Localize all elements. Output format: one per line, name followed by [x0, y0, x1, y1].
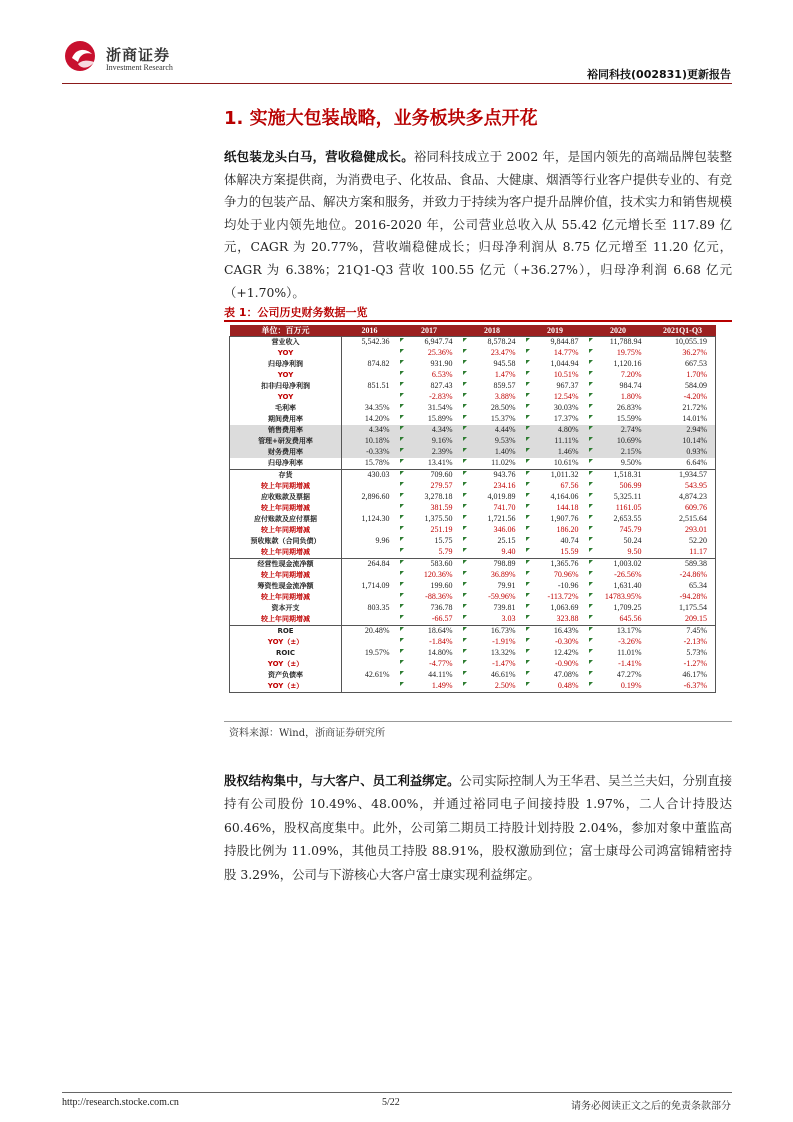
table-cell: -1.27%	[650, 659, 716, 670]
table-cell: 19.57%	[364, 648, 390, 658]
table-cell: 279.57	[398, 481, 461, 492]
table-cell: 36.27%	[650, 348, 716, 359]
row-label: ROIC	[230, 648, 342, 659]
table-cell: 667.53	[650, 359, 716, 370]
table-cell: 745.79	[587, 525, 650, 536]
table-cell: 4.80%	[524, 425, 587, 436]
table-cell: 16.73%	[461, 626, 524, 638]
row-label: YOY（±）	[230, 681, 342, 693]
table-row	[230, 359, 716, 370]
table-cell: 186.20	[524, 525, 587, 536]
table-cell: 1,175.54	[650, 603, 716, 614]
table-cell: 25.36%	[398, 348, 461, 359]
table-cell: 19.75%	[587, 348, 650, 359]
table-row	[230, 536, 716, 547]
row-label: ROE	[230, 626, 342, 638]
financial-data-table	[229, 325, 716, 693]
table-cell: 79.91	[461, 581, 524, 592]
table-cell: 12.54%	[524, 392, 587, 403]
table-cell: 736.78	[398, 603, 461, 614]
table-row	[230, 503, 716, 514]
table-cell: 9,844.87	[524, 337, 587, 349]
table-cell: 827.43	[398, 381, 461, 392]
table-row	[230, 348, 716, 359]
table-cell: 4,019.89	[461, 492, 524, 503]
table-cell: -1.91%	[461, 637, 524, 648]
table-cell: 1,907.76	[524, 514, 587, 525]
table-cell: 11.02%	[461, 458, 524, 470]
table-cell: 1.47%	[461, 370, 524, 381]
table-cell: 1,120.16	[587, 359, 650, 370]
table-cell: 1.80%	[587, 392, 650, 403]
table-cell: 21.72%	[650, 403, 716, 414]
table-body	[230, 337, 716, 693]
table-row	[230, 447, 716, 458]
table-cell	[342, 525, 398, 536]
paragraph-body: 裕同科技成立于 2002 年，是国内领先的高端品牌包装整体解决方案提供商，为消费电子、化妆品、食品、大健康、烟酒等行业客户提供专业的、有竞争力的包装产品、解决方案和服务，并致力于持续为客户提升品牌价值，技术实力和销售规模均处于业内领先地位。2016-2020 年，公司营业总收入从 55.42 亿元增长至 117.89 亿元，CAGR 为 20.77%，营收端稳健成长；归母净利润从 8.75 亿元增至 11.20 亿元，CAGR 为 6.38%；21Q1-Q3 营收 100.55 亿元（+36.27%），归母净利润 6.68 亿元（+1.70%）。	[224, 149, 733, 300]
table-caption: 表 1：公司历史财务数据一览	[224, 306, 368, 319]
row-label: 较上年同期增减	[230, 503, 342, 514]
row-label: 经营性现金流净额	[230, 559, 342, 571]
row-label: 应付账款及应付票据	[230, 514, 342, 525]
table-row	[230, 458, 716, 470]
table-cell: 709.60	[398, 470, 461, 482]
table-cell: 17.37%	[524, 414, 587, 425]
table-cell	[342, 370, 398, 381]
logo-text-en: Investment Research	[106, 63, 173, 72]
table-cell	[342, 503, 398, 514]
table-cell: 11.01%	[587, 648, 650, 659]
table-row	[230, 626, 716, 638]
table-cell: 30.03%	[524, 403, 587, 414]
table-cell: 25.15	[461, 536, 524, 547]
table-cell: 12.42%	[524, 648, 587, 659]
table-row	[230, 381, 716, 392]
caption-divider	[224, 320, 732, 322]
table-cell: 1.49%	[398, 681, 461, 693]
table-row	[230, 592, 716, 603]
table-cell: 645.56	[587, 614, 650, 626]
table-cell: 4,874.23	[650, 492, 716, 503]
row-label: YOY	[230, 392, 342, 403]
row-label: YOY	[230, 348, 342, 359]
table-cell: 1,365.76	[524, 559, 587, 571]
table-row	[230, 670, 716, 681]
table-cell: 13.17%	[587, 626, 650, 638]
table-row	[230, 559, 716, 571]
table-cell: 589.38	[650, 559, 716, 571]
table-cell: 2.74%	[587, 425, 650, 436]
table-cell: -0.90%	[524, 659, 587, 670]
ownership-paragraph	[224, 769, 732, 886]
row-label: 销售费用率	[230, 425, 342, 436]
table-row	[230, 470, 716, 482]
table-cell	[342, 681, 398, 693]
table-cell: 10.14%	[650, 436, 716, 447]
table-cell: -6.37%	[650, 681, 716, 693]
table-cell: 543.95	[650, 481, 716, 492]
table-cell: 209.15	[650, 614, 716, 626]
table-cell: 984.74	[587, 381, 650, 392]
table-cell: 10.51%	[524, 370, 587, 381]
table-cell: 4.34%	[398, 425, 461, 436]
table-cell: 609.76	[650, 503, 716, 514]
table-cell: 293.01	[650, 525, 716, 536]
page-number: 5/22	[382, 1097, 400, 1108]
table-cell: 9.50%	[587, 458, 650, 470]
table-cell: 5.73%	[650, 648, 716, 659]
table-cell: 7.45%	[650, 626, 716, 638]
table-cell: 2,653.55	[587, 514, 650, 525]
table-cell: 23.47%	[461, 348, 524, 359]
source-note: 资料来源：Wind，浙商证券研究所	[229, 728, 386, 739]
section-title: 1. 实施大包装战略，业务板块多点开花	[224, 108, 538, 129]
table-cell: 28.50%	[461, 403, 524, 414]
table-row	[230, 370, 716, 381]
table-cell: 46.17%	[650, 670, 716, 681]
table-cell: 13.32%	[461, 648, 524, 659]
row-label: 毛利率	[230, 403, 342, 414]
table-row	[230, 547, 716, 559]
table-cell: 1161.05	[587, 503, 650, 514]
table-cell: 1,011.32	[524, 470, 587, 482]
table-cell: 50.24	[587, 536, 650, 547]
table-bottom-divider	[224, 721, 732, 722]
table-cell: -1.84%	[398, 637, 461, 648]
table-cell: 47.27%	[587, 670, 650, 681]
row-label: 应收账款及票据	[230, 492, 342, 503]
row-label: 管理+研发费用率	[230, 436, 342, 447]
table-cell: 15.89%	[398, 414, 461, 425]
table-cell: -1.47%	[461, 659, 524, 670]
table-cell: 5,542.36	[342, 337, 398, 349]
logo-text-cn: 浙商证券	[106, 46, 171, 64]
footer-url-link[interactable]: http://research.stocke.com.cn	[62, 1097, 179, 1108]
table-cell: 10,055.19	[650, 337, 716, 349]
table-cell: 8,578.24	[461, 337, 524, 349]
table-cell: 0.48%	[524, 681, 587, 693]
table-cell: -4.20%	[650, 392, 716, 403]
row-label: 较上年同期增减	[230, 525, 342, 536]
table-cell: 381.59	[398, 503, 461, 514]
table-cell: 1,631.40	[587, 581, 650, 592]
table-cell: 0.19%	[587, 681, 650, 693]
table-cell: 234.16	[461, 481, 524, 492]
table-cell: 859.57	[461, 381, 524, 392]
table-cell: 36.89%	[461, 570, 524, 581]
table-row	[230, 681, 716, 693]
table-cell: 851.51	[367, 381, 390, 391]
table-cell	[342, 570, 398, 581]
row-label: 归母净利润	[230, 359, 342, 370]
table-cell: 5.79	[398, 547, 461, 559]
table-cell: 20.48%	[342, 626, 398, 638]
table-cell: 1,709.25	[587, 603, 650, 614]
table-cell: 5,325.11	[587, 492, 650, 503]
table-cell: 346.06	[461, 525, 524, 536]
table-cell: 15.59	[524, 547, 587, 559]
table-row	[230, 648, 716, 659]
table-cell: 6.64%	[650, 458, 716, 470]
row-label: 较上年同期增减	[230, 570, 342, 581]
table-row	[230, 436, 716, 447]
table-cell: 0.93%	[650, 447, 716, 458]
table-cell: 14.77%	[524, 348, 587, 359]
table-cell: 739.81	[461, 603, 524, 614]
table-cell: 3,278.18	[398, 492, 461, 503]
table-cell: 1,375.50	[398, 514, 461, 525]
table-cell: -3.26%	[587, 637, 650, 648]
table-cell: 65.34	[650, 581, 716, 592]
table-cell: 10.18%	[342, 436, 398, 447]
table-cell: 13.41%	[398, 458, 461, 470]
table-cell: -59.96%	[461, 592, 524, 603]
row-label: 资本开支	[230, 603, 342, 614]
table-cell	[342, 392, 398, 403]
table-cell: 967.37	[524, 381, 587, 392]
table-cell: 9.53%	[461, 436, 524, 447]
table-cell: 15.37%	[461, 414, 524, 425]
row-label: 财务费用率	[230, 447, 342, 458]
column-header: 2020	[587, 325, 650, 337]
column-header: 2019	[524, 325, 587, 337]
table-cell: 3.88%	[461, 392, 524, 403]
row-label: 扣非归母净利润	[230, 381, 342, 392]
table-cell: 42.61%	[364, 670, 390, 680]
row-label: 归母净利率	[230, 458, 342, 470]
table-cell: 144.18	[524, 503, 587, 514]
table-cell: 2,896.60	[361, 492, 390, 502]
table-cell: 803.35	[367, 603, 390, 613]
table-row	[230, 637, 716, 648]
intro-paragraph	[224, 146, 732, 304]
table-cell	[342, 348, 398, 359]
table-cell: 1,518.31	[587, 470, 650, 482]
table-cell: 6,947.74	[398, 337, 461, 349]
table-cell: 943.76	[461, 470, 524, 482]
table-cell: -10.96	[524, 581, 587, 592]
table-cell: 506.99	[587, 481, 650, 492]
table-cell: 40.74	[524, 536, 587, 547]
table-cell	[342, 547, 398, 559]
table-cell: 874.82	[367, 359, 390, 369]
table-cell: 1.46%	[524, 447, 587, 458]
row-label: 期间费用率	[230, 414, 342, 425]
table-cell: 70.96%	[524, 570, 587, 581]
table-cell	[342, 592, 398, 603]
table-row	[230, 414, 716, 425]
table-cell: 2,515.64	[650, 514, 716, 525]
table-row	[230, 337, 716, 349]
table-cell: 798.89	[461, 559, 524, 571]
column-header: 2017	[398, 325, 461, 337]
table-row	[230, 581, 716, 592]
report-title: 裕同科技(002831)更新报告	[587, 68, 731, 81]
table-cell: -24.86%	[650, 570, 716, 581]
table-row	[230, 403, 716, 414]
table-cell: 26.83%	[587, 403, 650, 414]
table-cell: 4.34%	[342, 425, 398, 436]
table-cell: 583.60	[398, 559, 461, 571]
column-header: 2018	[461, 325, 524, 337]
table-cell: 14.80%	[398, 648, 461, 659]
table-cell: 16.43%	[524, 626, 587, 638]
table-row	[230, 514, 716, 525]
row-label: 较上年同期增减	[230, 592, 342, 603]
table-cell: 67.56	[524, 481, 587, 492]
table-cell: 1,721.56	[461, 514, 524, 525]
row-label: 较上年同期增减	[230, 547, 342, 559]
table-cell: 2.39%	[398, 447, 461, 458]
paragraph-body: 公司实际控制人为王华君、吴兰兰夫妇，分别直接持有公司股份 10.49%、48.00%，并通过裕同电子间接持股 1.97%，二人合计持股达 60.46%，股权高度集中。此外，公司第二期员工持股计划持股 2.04%，参加对象中董监高持股比例为 11.09%，其他员工持股 88.91%，股权激励到位；富士康母公司鸿富锦精密持股 3.29%，公司与下游核心大客户富士康实现利益绑定。	[224, 773, 733, 882]
table-cell: -113.72%	[524, 592, 587, 603]
paragraph-lead: 纸包装龙头白马，营收稳健成长。	[224, 149, 414, 164]
table-row	[230, 392, 716, 403]
table-cell: 1,124.30	[361, 514, 390, 524]
footer-divider	[62, 1092, 732, 1093]
table-cell: 15.59%	[587, 414, 650, 425]
table-cell: 741.70	[461, 503, 524, 514]
table-cell: 430.03	[342, 470, 398, 482]
table-cell: -88.36%	[398, 592, 461, 603]
row-label: 预收账款（合同负债）	[230, 536, 342, 547]
table-cell: 199.60	[398, 581, 461, 592]
row-label: 较上年同期增减	[230, 614, 342, 626]
table-cell: -26.56%	[587, 570, 650, 581]
table-cell: 1,714.09	[361, 581, 390, 591]
table-cell: 14783.95%	[587, 592, 650, 603]
table-cell: 14.20%	[364, 414, 390, 424]
table-cell: 1,003.02	[587, 559, 650, 571]
table-cell: 4,164.06	[524, 492, 587, 503]
table-cell: 11,788.94	[587, 337, 650, 349]
table-cell: 52.20	[650, 536, 716, 547]
table-cell: 15.78%	[364, 458, 390, 468]
table-cell: 14.01%	[650, 414, 716, 425]
table-row	[230, 614, 716, 626]
table-cell: 2.50%	[461, 681, 524, 693]
table-cell: 6.53%	[398, 370, 461, 381]
table-cell: 2.15%	[587, 447, 650, 458]
table-row	[230, 603, 716, 614]
table-row	[230, 659, 716, 670]
table-cell: 11.17	[650, 547, 716, 559]
table-cell: -94.28%	[650, 592, 716, 603]
table-cell: 1,934.57	[650, 470, 716, 482]
row-label: 资产负债率	[230, 670, 342, 681]
table-cell: 9.40	[461, 547, 524, 559]
table-cell: 10.69%	[587, 436, 650, 447]
table-row	[230, 492, 716, 503]
column-header: 2021Q1-Q3	[650, 325, 716, 337]
table-cell: 9.96	[375, 536, 390, 546]
table-cell: 1,063.69	[524, 603, 587, 614]
table-cell: 9.16%	[398, 436, 461, 447]
table-cell: 34.35%	[364, 403, 390, 413]
table-cell: 18.64%	[398, 626, 461, 638]
table-cell: 323.88	[524, 614, 587, 626]
table-row	[230, 570, 716, 581]
table-cell: 11.11%	[524, 436, 587, 447]
row-label: 筹资性现金流净额	[230, 581, 342, 592]
table-cell: 120.36%	[398, 570, 461, 581]
table-cell: 46.61%	[461, 670, 524, 681]
table-cell: -66.57	[398, 614, 461, 626]
table-cell: 264.84	[342, 559, 398, 571]
table-cell: 44.11%	[398, 670, 461, 681]
table-cell: -1.41%	[587, 659, 650, 670]
table-cell: 2.94%	[650, 425, 716, 436]
table-cell: 9.50	[587, 547, 650, 559]
table-cell: 1.40%	[461, 447, 524, 458]
table-cell: -0.33%	[342, 447, 398, 458]
row-label: YOY	[230, 370, 342, 381]
table-cell: 945.58	[461, 359, 524, 370]
table-cell: 31.54%	[398, 403, 461, 414]
footer-disclaimer: 请务必阅读正文之后的免责条款部分	[571, 1101, 731, 1112]
table-cell	[342, 614, 398, 626]
table-cell: 931.90	[398, 359, 461, 370]
company-logo-icon	[64, 40, 100, 72]
table-cell: 4.44%	[461, 425, 524, 436]
row-label: 存货	[230, 470, 342, 482]
table-cell: 47.08%	[524, 670, 587, 681]
row-label: YOY（±）	[230, 637, 342, 648]
table-cell: 10.61%	[524, 458, 587, 470]
table-header-row	[230, 325, 716, 337]
paragraph-lead: 股权结构集中，与大客户、员工利益绑定。	[224, 773, 460, 788]
table-row	[230, 525, 716, 536]
table-cell: 584.09	[650, 381, 716, 392]
column-header: 单位：百万元	[230, 325, 342, 337]
table-cell: 251.19	[398, 525, 461, 536]
row-label: YOY（±）	[230, 659, 342, 670]
column-header: 2016	[342, 325, 398, 337]
row-label: 营业收入	[230, 337, 342, 349]
table-cell: -2.13%	[650, 637, 716, 648]
table-cell: 15.75	[398, 536, 461, 547]
table-cell: 7.20%	[587, 370, 650, 381]
table-cell: -0.30%	[524, 637, 587, 648]
table-cell	[342, 637, 398, 648]
table-cell: 3.03	[461, 614, 524, 626]
row-label: 较上年同期增减	[230, 481, 342, 492]
table-cell: -4.77%	[398, 659, 461, 670]
table-row	[230, 481, 716, 492]
table-cell: 1.70%	[650, 370, 716, 381]
table-cell	[342, 481, 398, 492]
header-divider	[62, 83, 732, 84]
table-row	[230, 425, 716, 436]
table-cell: -2.83%	[398, 392, 461, 403]
table-cell: 1,044.94	[524, 359, 587, 370]
table-cell	[342, 659, 398, 670]
